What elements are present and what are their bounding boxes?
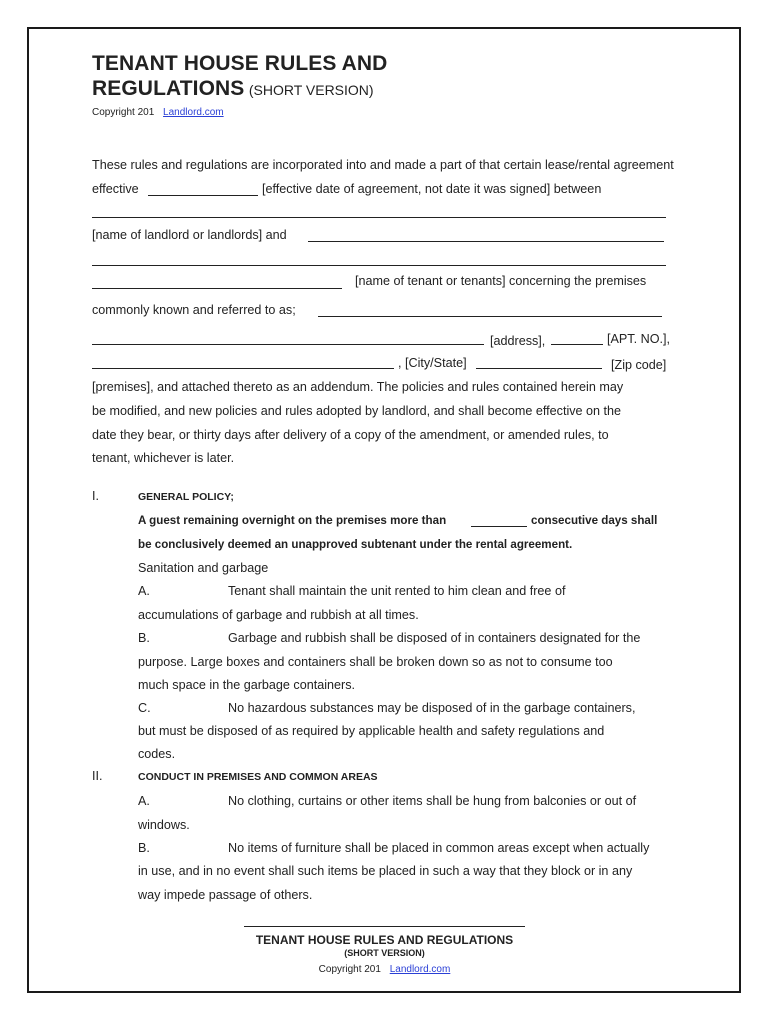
item-letter: A.: [138, 584, 150, 598]
item-letter: C.: [138, 701, 151, 715]
item-letter: B.: [138, 841, 150, 855]
footer-landlord-link[interactable]: Landlord.com: [389, 964, 451, 975]
effective-label: effective: [92, 182, 139, 196]
address-blank[interactable]: [92, 344, 484, 345]
item-text: way impede passage of others.: [138, 888, 313, 902]
footer-title: TENANT HOUSE RULES AND REGULATIONS: [255, 933, 514, 947]
footer-copyright: [244, 964, 525, 975]
item-text: No hazardous substances may be disposed of in the garbage containers,: [228, 701, 636, 715]
footer-copyright-text: Copyright 201: [318, 964, 381, 975]
apt-blank[interactable]: [551, 344, 603, 345]
item-text: Tenant shall maintain the unit rented to him clean and free of: [228, 584, 566, 598]
landlord-label: [name of landlord or landlords] and: [92, 228, 287, 242]
intro-para-line: date they bear, or thirty days after delivery of a copy of the amendment, or amended rules, to: [92, 428, 609, 442]
premises-blank[interactable]: [318, 316, 662, 317]
sanitation-subheading: Sanitation and garbage: [138, 561, 269, 575]
item-text: codes.: [138, 747, 176, 761]
tenant-name-blank-1[interactable]: [92, 265, 666, 266]
item-text: much space in the garbage containers.: [138, 678, 356, 692]
document-title-line2-wrap: [92, 77, 374, 101]
intro-para-line: [premises], and attached thereto as an addendum. The policies and rules contained herein may: [92, 380, 624, 394]
item-text: accumulations of garbage and rubbish at all times.: [138, 608, 419, 622]
item-text: in use, and in no event shall such items be placed in such a way that they block or in any: [138, 864, 633, 878]
landlord-name-blank-1[interactable]: [92, 217, 666, 218]
item-letter: B.: [138, 631, 150, 645]
guest-rule-line1a: A guest remaining overnight on the premises more than: [138, 514, 447, 527]
intro-para-line: be modified, and new policies and rules adopted by landlord, and shall become effective on the: [92, 404, 622, 418]
item-text: No clothing, curtains or other items shall be hung from balconies or out of: [228, 794, 637, 808]
guest-rule-line2: be conclusively deemed an unapproved subtenant under the rental agreement.: [138, 538, 573, 551]
guest-rule-line1b: consecutive days shall: [531, 514, 658, 527]
guest-days-blank[interactable]: [471, 526, 527, 527]
city-state-blank[interactable]: [92, 368, 394, 369]
footer-short-version: (SHORT VERSION): [344, 948, 425, 958]
item-text: windows.: [138, 818, 190, 832]
header-copyright: [92, 107, 224, 118]
effective-date-blank[interactable]: [148, 195, 258, 196]
section1-heading: GENERAL POLICY;: [138, 491, 234, 503]
landlord-name-blank-2[interactable]: [308, 241, 664, 242]
item-text: purpose. Large boxes and containers shall be broken down so as not to consume too: [138, 655, 613, 669]
effective-note: [effective date of agreement, not date it was signed] between: [262, 182, 602, 196]
item-letter: A.: [138, 794, 150, 808]
document-title-line1: TENANT HOUSE RULES AND: [92, 52, 388, 75]
zip-blank[interactable]: [476, 368, 602, 369]
footer-divider: [244, 926, 525, 927]
landlord-link[interactable]: Landlord.com: [163, 107, 224, 118]
intro-para-line: tenant, whichever is later.: [92, 451, 235, 465]
tenant-name-blank-2[interactable]: [92, 288, 342, 289]
item-text: but must be disposed of as required by applicable health and safety regulations and: [138, 724, 605, 738]
short-version-label: (SHORT VERSION): [248, 82, 374, 98]
tenant-label: [name of tenant or tenants] concerning the premises: [355, 274, 647, 288]
section2-numeral: II.: [92, 769, 103, 783]
document-title-line2: REGULATIONS: [92, 77, 245, 100]
zip-label: [Zip code]: [611, 358, 667, 372]
intro-line1: These rules and regulations are incorporated into and made a part of that certain lease/rental agreement: [92, 158, 674, 172]
address-label: [address],: [490, 334, 546, 348]
item-text: No items of furniture shall be placed in common areas except when actually: [228, 841, 650, 855]
section2-heading: CONDUCT IN PREMISES AND COMMON AREAS: [138, 771, 378, 783]
section1-numeral: I.: [92, 489, 99, 503]
city-state-label: , [City/State]: [398, 356, 467, 370]
premises-label: commonly known and referred to as;: [92, 303, 296, 317]
copyright-text: Copyright 201: [92, 107, 155, 118]
item-text: Garbage and rubbish shall be disposed of in containers designated for the: [228, 631, 641, 645]
apt-label: [APT. NO.],: [607, 332, 670, 346]
